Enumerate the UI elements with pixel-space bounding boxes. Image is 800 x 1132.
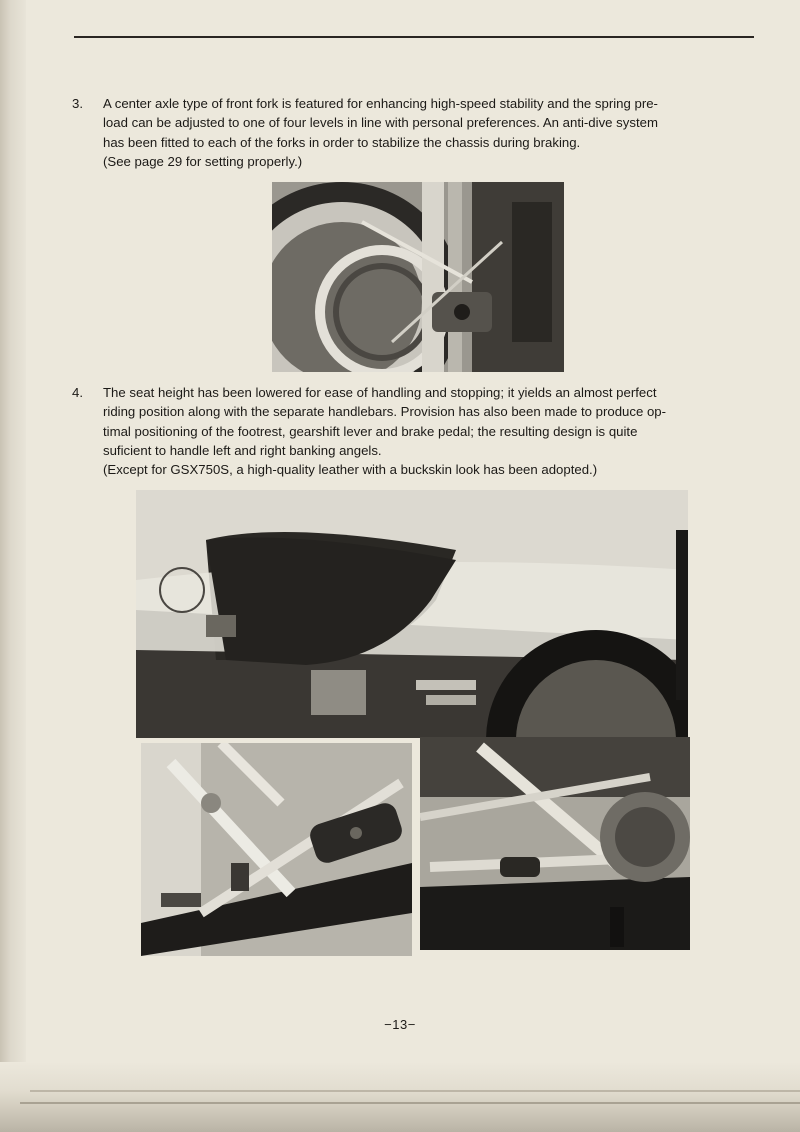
item-4-number: 4. — [72, 385, 83, 400]
item-3-number: 3. — [72, 96, 83, 111]
seat-photo — [136, 490, 688, 738]
item-3-line-2: load can be adjusted to one of four levels in line with personal preferences. An anti-dive system — [103, 115, 658, 131]
item-4-line-2: riding position along with the separate handlebars. Provision has also been made to produce op- — [103, 404, 667, 420]
item-4-line-5: (Except for GSX750S, a high-quality leather with a buckskin look has been adopted.) — [103, 462, 598, 478]
item-4-line-3: timal positioning of the footrest, gearshift lever and brake pedal; the resulting design is quite — [103, 423, 638, 439]
item-3-line-3: has been fitted to each of the forks in order to stabilize the chassis during braking. — [103, 134, 581, 150]
top-rule — [74, 36, 754, 38]
page-edge-left — [0, 0, 26, 1132]
footrest-left-photo — [141, 743, 412, 956]
item-4-line-4: suficient to handle left and right banking angels. — [103, 442, 382, 458]
item-4-text — [103, 383, 752, 479]
item-3-text — [103, 94, 752, 171]
footrest-right-photo — [420, 737, 690, 950]
item-4 — [72, 383, 752, 479]
page-edge-bottom — [0, 1062, 800, 1132]
page-number: −13− — [384, 1017, 416, 1032]
item-3-line-1: A center axle type of front fork is featured for enhancing high-speed stability and the spring pre- — [103, 96, 658, 111]
item-4-line-1: The seat height has been lowered for ease of handling and stopping; it yields an almost perfect — [103, 385, 657, 400]
front-fork-photo — [272, 182, 564, 372]
item-3-line-4: (See page 29 for setting properly.) — [103, 153, 303, 169]
item-3 — [72, 94, 752, 171]
